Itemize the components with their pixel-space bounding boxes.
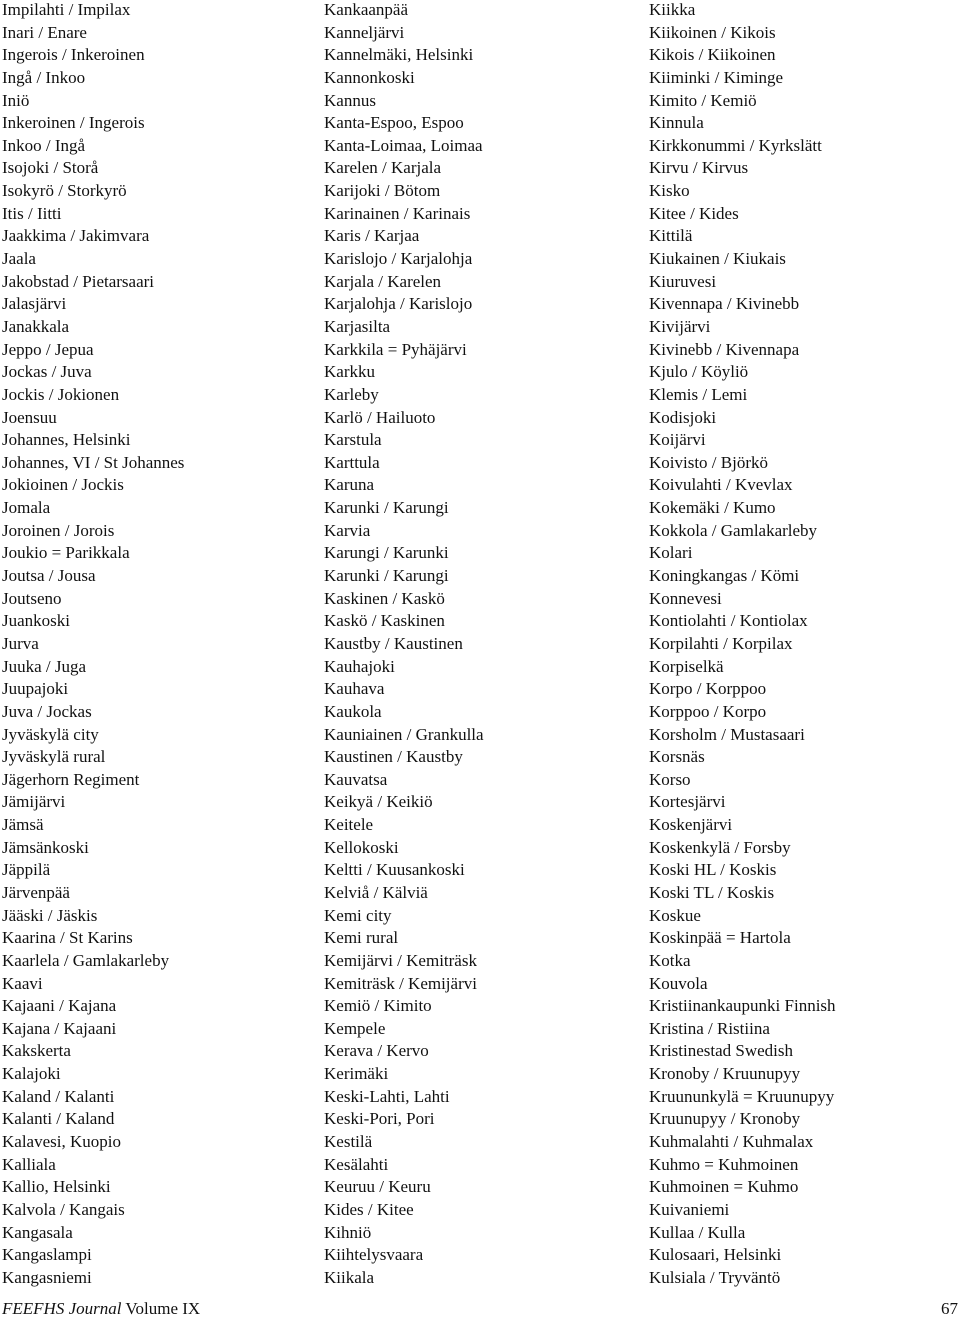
place-entry: Kullaa / Kulla xyxy=(649,1222,746,1242)
place-entry: Kemiträsk / Kemijärvi xyxy=(324,973,477,993)
place-entry: Karjala / Karelen xyxy=(324,271,442,291)
place-entry: Joukio = Parikkala xyxy=(2,543,130,563)
place-entry: Inkoo / Ingå xyxy=(2,135,86,155)
place-entry: Ingå / Inkoo xyxy=(2,67,86,87)
place-entry: Kemi rural xyxy=(324,928,399,948)
place-entry: Kaustby / Kaustinen xyxy=(324,633,463,653)
place-entry: Kaarlela / Gamlakarleby xyxy=(2,950,170,970)
place-entry: Karjasilta xyxy=(324,316,391,336)
place-entry: Jaala xyxy=(2,249,36,269)
place-entry: Inari / Enare xyxy=(2,22,87,42)
place-entry: Joutseno xyxy=(2,588,62,608)
place-entry: Kaskinen / Kaskö xyxy=(324,588,445,608)
place-entry: Jokioinen / Jockis xyxy=(2,475,124,495)
place-entry: Koijärvi xyxy=(649,430,706,450)
place-entry: Kangaslampi xyxy=(2,1245,92,1265)
place-entry: Koski TL / Koskis xyxy=(649,882,775,902)
place-entry: Korppoo / Korpo xyxy=(649,701,767,721)
place-column-2 xyxy=(324,0,484,1290)
place-column-1 xyxy=(2,0,184,1290)
place-entry: Kontiolahti / Kontiolax xyxy=(649,611,808,631)
place-column-3 xyxy=(649,0,836,1290)
place-entry: Korpilahti / Korpilax xyxy=(649,633,793,653)
place-entry: Kiuruvesi xyxy=(649,271,717,291)
place-entry: Kanneljärvi xyxy=(324,22,405,42)
place-entry: Johannes, Helsinki xyxy=(2,430,131,450)
journal-title: FEEFHS Journal xyxy=(2,1299,122,1318)
place-entry: Karunki / Karungi xyxy=(324,566,449,586)
place-entry: Keski-Pori, Pori xyxy=(324,1109,435,1129)
place-entry: Kokkola / Gamlakarleby xyxy=(649,520,818,540)
place-entry: Koivulahti / Kvevlax xyxy=(649,475,793,495)
place-entry: Karelen / Karjala xyxy=(324,158,442,178)
place-entry: Korsholm / Mustasaari xyxy=(649,724,805,744)
place-entry: Karkku xyxy=(324,362,375,382)
place-entry: Kulsiala / Tryväntö xyxy=(649,1267,781,1287)
place-entry: Koski HL / Koskis xyxy=(649,860,777,880)
place-entry: Korsnäs xyxy=(649,747,705,767)
place-entry: Kallio, Helsinki xyxy=(2,1177,111,1197)
place-entry: Korso xyxy=(649,769,691,789)
place-entry: Keitele xyxy=(324,815,374,835)
place-entry: Kristinestad Swedish xyxy=(649,1041,794,1061)
place-entry: Ingerois / Inkeroinen xyxy=(2,45,145,65)
place-entry: Kuhmoinen = Kuhmo xyxy=(649,1177,799,1197)
place-entry: Juankoski xyxy=(2,611,70,631)
place-entry: Kiukainen / Kiukais xyxy=(649,249,786,269)
place-entry: Kruununkylä = Kruunupyy xyxy=(649,1086,835,1106)
place-entry: Jaakkima / Jakimvara xyxy=(2,226,150,246)
place-entry: Kangasniemi xyxy=(2,1267,92,1287)
journal-volume: Volume IX xyxy=(125,1299,201,1318)
place-entry: Kakskerta xyxy=(2,1041,71,1061)
place-entry: Kemi city xyxy=(324,905,392,925)
page-number: 67 xyxy=(941,1299,958,1318)
place-entry: Kortesjärvi xyxy=(649,792,726,812)
place-entry: Karislojo / Karjalohja xyxy=(324,249,473,269)
place-entry: Kauhava xyxy=(324,679,385,699)
place-entry: Keuruu / Keuru xyxy=(324,1177,431,1197)
place-entry: Karkkila = Pyhäjärvi xyxy=(324,339,467,359)
place-entry: Kempele xyxy=(324,1018,386,1038)
place-entry: Kruunupyy / Kronoby xyxy=(649,1109,801,1129)
place-entry: Keltti / Kuusankoski xyxy=(324,860,465,880)
place-entry: Karunki / Karungi xyxy=(324,498,449,518)
place-entry: Kristiinankaupunki Finnish xyxy=(649,996,836,1016)
place-entry: Kotka xyxy=(649,950,691,970)
place-entry: Jockas / Juva xyxy=(2,362,92,382)
place-entry: Kalliala xyxy=(2,1154,56,1174)
place-entry: Kiikala xyxy=(324,1267,375,1287)
place-entry: Kajana / Kajaani xyxy=(2,1018,117,1038)
place-entry: Kaland / Kalanti xyxy=(2,1086,115,1106)
place-entry: Kelviå / Kälviä xyxy=(324,882,428,902)
place-entry: Koningkangas / Kömi xyxy=(649,566,800,586)
place-entry: Kerimäki xyxy=(324,1064,389,1084)
place-entry: Juva / Jockas xyxy=(2,701,92,721)
place-entry: Korpo / Korppoo xyxy=(649,679,767,699)
place-entry: Koskenjärvi xyxy=(649,815,733,835)
place-entry: Kouvola xyxy=(649,973,708,993)
place-entry: Kitee / Kides xyxy=(649,203,739,223)
place-entry: Kestilä xyxy=(324,1132,373,1152)
place-entry: Kronoby / Kruunupyy xyxy=(649,1064,801,1084)
place-entry: Jurva xyxy=(2,633,39,653)
place-entry: Kimito / Kemiö xyxy=(649,90,757,110)
place-entry: Jockis / Jokionen xyxy=(2,384,120,404)
place-entry: Karleby xyxy=(324,384,379,404)
place-entry: Jämijärvi xyxy=(2,792,66,812)
place-entry: Kinnula xyxy=(649,113,704,133)
place-entry: Kankaanpää xyxy=(324,0,409,19)
place-entry: Kaustinen / Kaustby xyxy=(324,747,463,767)
place-entry: Inkeroinen / Ingerois xyxy=(2,113,145,133)
place-entry: Iniö xyxy=(2,90,30,110)
place-entry: Kiiminki / Kiminge xyxy=(649,67,784,87)
place-entry: Jeppo / Jepua xyxy=(2,339,94,359)
place-entry: Kaavi xyxy=(2,973,43,993)
place-entry: Kuhmalahti / Kuhmalax xyxy=(649,1132,814,1152)
place-entry: Kanta-Espoo, Espoo xyxy=(324,113,464,133)
place-entry: Kauniainen / Grankulla xyxy=(324,724,484,744)
place-entry: Kaarina / St Karins xyxy=(2,928,133,948)
place-entry: Keikyä / Keikiö xyxy=(324,792,433,812)
place-entry: Kittilä xyxy=(649,226,693,246)
place-entry: Jäppilä xyxy=(2,860,51,880)
place-entry: Kulosaari, Helsinki xyxy=(649,1245,782,1265)
place-entry: Jämsä xyxy=(2,815,44,835)
place-entry: Kuivaniemi xyxy=(649,1199,730,1219)
place-entry: Karungi / Karunki xyxy=(324,543,449,563)
place-entry: Juupajoki xyxy=(2,679,69,699)
place-entry: Kauvatsa xyxy=(324,769,388,789)
place-entry: Isojoki / Storå xyxy=(2,158,99,178)
place-entry: Joensuu xyxy=(2,407,57,427)
place-entry: Kirkkonummi / Kyrkslätt xyxy=(649,135,822,155)
place-entry: Kisko xyxy=(649,181,690,201)
place-entry: Kiihtelysvaara xyxy=(324,1245,424,1265)
place-entry: Kalavesi, Kuopio xyxy=(2,1132,121,1152)
place-entry: Karuna xyxy=(324,475,375,495)
place-entry: Kalajoki xyxy=(2,1064,61,1084)
place-entry: Kesälahti xyxy=(324,1154,389,1174)
place-entry: Karijoki / Bötom xyxy=(324,181,441,201)
place-entry: Jääski / Jäskis xyxy=(2,905,98,925)
place-entry: Karjalohja / Karislojo xyxy=(324,294,473,314)
place-entry: Kajaani / Kajana xyxy=(2,996,117,1016)
place-entry: Järvenpää xyxy=(2,882,70,902)
place-entry: Kikois / Kiikoinen xyxy=(649,45,776,65)
place-entry: Jyväskylä city xyxy=(2,724,99,744)
place-entry: Jakobstad / Pietarsaari xyxy=(2,271,155,291)
place-entry: Juuka / Juga xyxy=(2,656,87,676)
place-entry: Jalasjärvi xyxy=(2,294,67,314)
place-entry: Kannelmäki, Helsinki xyxy=(324,45,474,65)
place-entry: Joroinen / Jorois xyxy=(2,520,115,540)
place-entry: Kannonkoski xyxy=(324,67,415,87)
place-entry: Koivisto / Björkö xyxy=(649,452,769,472)
place-entry: Konnevesi xyxy=(649,588,722,608)
place-entry: Kihniö xyxy=(324,1222,372,1242)
place-entry: Karinainen / Karinais xyxy=(324,203,471,223)
place-entry: Koskinpää = Hartola xyxy=(649,928,791,948)
place-entry: Kiikka xyxy=(649,0,696,19)
place-entry: Kaukola xyxy=(324,701,382,721)
place-entry: Jämsänkoski xyxy=(2,837,89,857)
place-entry: Kivijärvi xyxy=(649,316,711,336)
place-entry: Koskue xyxy=(649,905,701,925)
place-entry: Kangasala xyxy=(2,1222,73,1242)
place-entry: Kanta-Loimaa, Loimaa xyxy=(324,135,483,155)
place-entry: Kemiö / Kimito xyxy=(324,996,432,1016)
place-entry: Kivinebb / Kivennapa xyxy=(649,339,800,359)
place-entry: Jomala xyxy=(2,498,51,518)
place-entry: Karvia xyxy=(324,520,371,540)
place-entry: Karlö / Hailuoto xyxy=(324,407,436,427)
place-entry: Kaskö / Kaskinen xyxy=(324,611,445,631)
place-entry: Kauhajoki xyxy=(324,656,395,676)
place-entry: Kalvola / Kangais xyxy=(2,1199,125,1219)
place-entry: Kides / Kitee xyxy=(324,1199,414,1219)
place-entry: Kerava / Kervo xyxy=(324,1041,429,1061)
place-entry: Kannus xyxy=(324,90,376,110)
place-entry: Johannes, VI / St Johannes xyxy=(2,452,185,472)
place-entry: Itis / Iitti xyxy=(2,203,62,223)
place-entry: Kellokoski xyxy=(324,837,399,857)
page-footer xyxy=(0,1299,960,1319)
place-entry: Kuhmo = Kuhmoinen xyxy=(649,1154,799,1174)
place-entry: Karttula xyxy=(324,452,380,472)
place-entry: Kivennapa / Kivinebb xyxy=(649,294,800,314)
place-entry: Kirvu / Kirvus xyxy=(649,158,749,178)
place-entry: Kemijärvi / Kemiträsk xyxy=(324,950,477,970)
place-entry: Joutsa / Jousa xyxy=(2,566,96,586)
place-entry: Kodisjoki xyxy=(649,407,717,427)
place-entry: Impilahti / Impilax xyxy=(2,0,131,19)
place-entry: Kalanti / Kaland xyxy=(2,1109,115,1129)
place-entry: Karis / Karjaa xyxy=(324,226,420,246)
place-entry: Kokemäki / Kumo xyxy=(649,498,776,518)
place-entry: Koskenkylä / Forsby xyxy=(649,837,791,857)
place-entry: Keski-Lahti, Lahti xyxy=(324,1086,450,1106)
place-entry: Klemis / Lemi xyxy=(649,384,748,404)
place-entry: Isokyrö / Storkyrö xyxy=(2,181,127,201)
place-entry: Kolari xyxy=(649,543,693,563)
place-entry: Jyväskylä rural xyxy=(2,747,106,767)
place-entry: Janakkala xyxy=(2,316,70,336)
place-entry: Kristina / Ristiina xyxy=(649,1018,770,1038)
footer-publication xyxy=(2,1299,200,1319)
place-entry: Karstula xyxy=(324,430,382,450)
place-entry: Kjulo / Köyliö xyxy=(649,362,749,382)
place-entry: Korpiselkä xyxy=(649,656,724,676)
place-entry: Kiikoinen / Kikois xyxy=(649,22,776,42)
place-entry: Jägerhorn Regiment xyxy=(2,769,140,789)
